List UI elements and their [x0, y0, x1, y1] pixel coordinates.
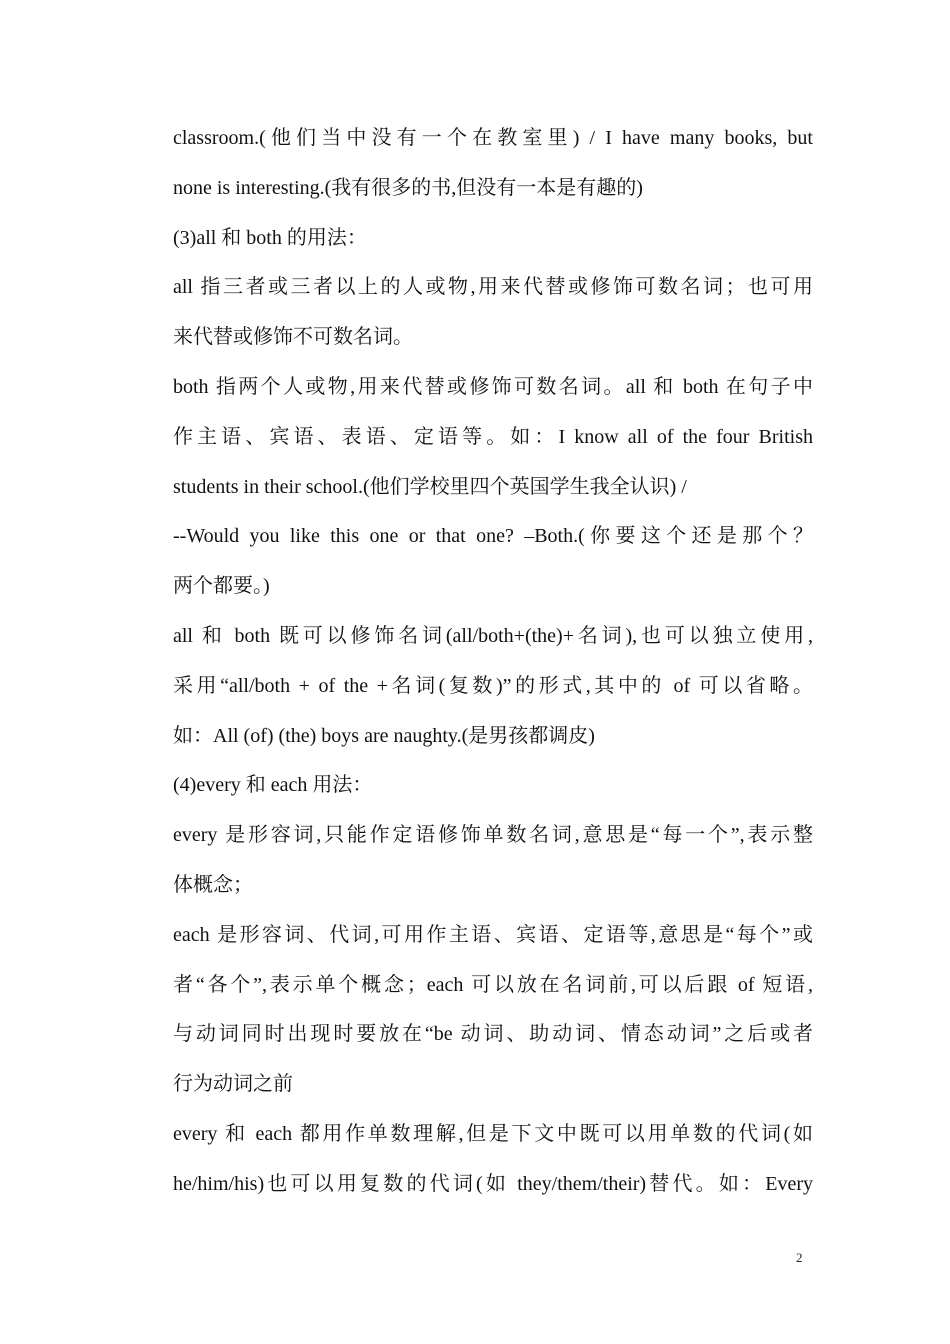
section-heading-every-each: (4)every 和 each 用法： [173, 774, 373, 797]
text-line-17: each 是形容词、代词,可用作主语、宾语、定语等,意思是“每个”或 [173, 923, 813, 946]
text-line-15: every 是形容词,只能作定语修饰单数名词,意思是“每一个”,表示整 [173, 824, 813, 847]
text-line-8: students in their school.(他们学校里四个英国学生我全认识) / [173, 475, 687, 498]
text-line-21: every 和 each 都用作单数理解,但是下文中既可以用单数的代词(如 [173, 1122, 813, 1145]
text-line-20: 行为动词之前 [173, 1073, 293, 1096]
text-line-2: none is interesting.(我有很多的书,但没有一本是有趣的) [173, 176, 643, 199]
text-line-1: classroom.(他们当中没有一个在教室里) / I have many books, but [173, 127, 813, 149]
section-heading-all-both: (3)all 和 both 的用法： [173, 226, 367, 249]
text-line-12: 采用“all/both + of the +名词(复数)”的形式,其中的 of 可以省略。 [173, 674, 813, 697]
text-line-11: all 和 both 既可以修饰名词(all/both+(the)+名词),也可以独立使用, [173, 624, 813, 647]
text-line-6: both 指两个人或物,用来代替或修饰可数名词。all 和 both 在句子中 [173, 375, 813, 398]
document-body [173, 114, 813, 1210]
text-line-18: 者“各个”,表示单个概念；each 可以放在名词前,可以后跟 of 短语, [173, 973, 813, 996]
text-line-19: 与动词同时出现时要放在“be 动词、助动词、情态动词”之后或者 [173, 1023, 813, 1046]
page-number: 2 [796, 1250, 803, 1265]
text-line-7: 作主语、宾语、表语、定语等。如：I know all of the four British [173, 425, 813, 448]
text-line-10: 两个都要。) [173, 575, 270, 598]
text-line-4: all 指三者或三者以上的人或物,用来代替或修饰可数名词；也可用 [173, 276, 813, 299]
text-line-16: 体概念； [173, 873, 253, 896]
text-line-9: --Would you like this one or that one? –Both.(你要这个还是那个？ [173, 525, 813, 548]
text-line-13: 如：All (of) (the) boys are naughty.(是男孩都调皮) [173, 724, 595, 747]
text-line-5: 来代替或修饰不可数名词。 [173, 326, 413, 349]
text-line-22: he/him/his)也可以用复数的代词(如 they/them/their)替代。如：Every [173, 1172, 813, 1195]
